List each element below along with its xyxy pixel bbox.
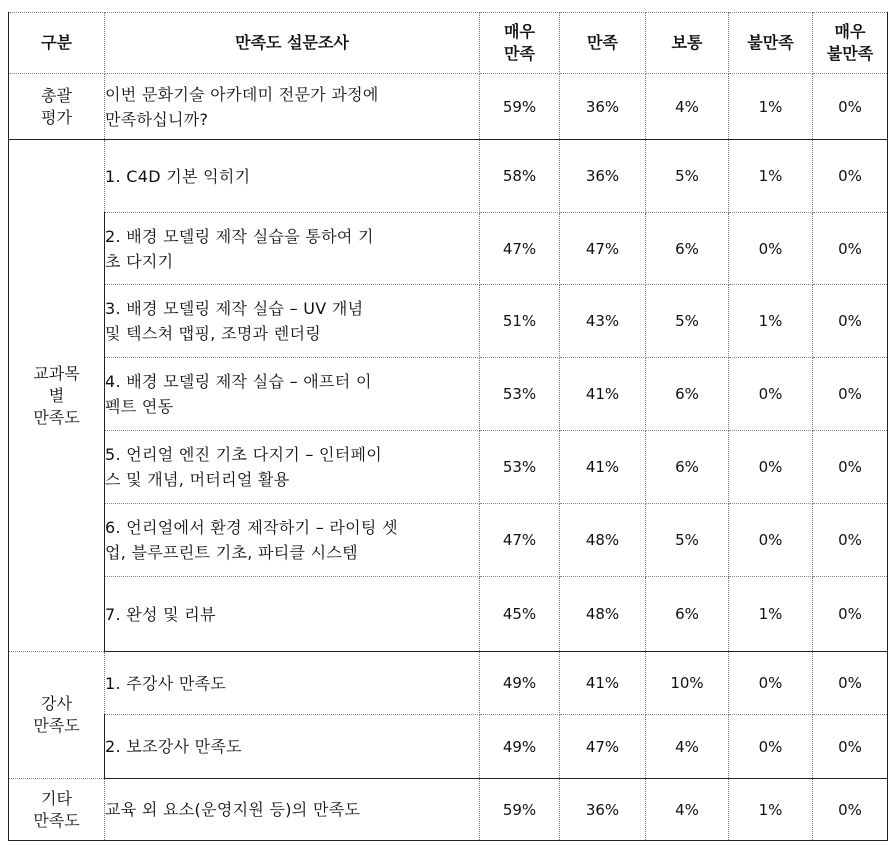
dissatisfied-percent-cell: 0% xyxy=(729,652,813,715)
question-text-line: 7. 완성 및 리뷰 xyxy=(105,604,216,624)
question-text-line: 펙트 연동 xyxy=(105,397,174,416)
neutral-percent-cell: 4% xyxy=(646,779,729,841)
neutral-percent-cell: 6% xyxy=(646,358,729,431)
table-row xyxy=(9,652,888,715)
header-very-dissatisfied xyxy=(813,13,888,74)
header-dissatisfied: 불만족 xyxy=(729,13,813,74)
category-cell xyxy=(9,140,105,652)
category-label-line: 만족도 xyxy=(33,407,80,427)
category-label-line: 만족도 xyxy=(33,716,80,735)
very-dissatisfied-percent-cell: 0% xyxy=(813,140,888,213)
category-cell xyxy=(9,74,105,140)
question-cell xyxy=(105,74,480,140)
satisfied-percent-cell: 41% xyxy=(560,652,646,715)
category-cell xyxy=(9,652,105,779)
table-row xyxy=(9,213,888,285)
question-cell xyxy=(105,504,480,577)
question-text-line: 5. 언리얼 엔진 기초 다지기 – 인터페이 xyxy=(105,445,383,464)
satisfied-percent-cell: 43% xyxy=(560,285,646,358)
table-body xyxy=(9,74,888,841)
very-satisfied-percent-cell: 45% xyxy=(480,577,560,652)
table-row xyxy=(9,504,888,577)
question-text-line: 초 다지기 xyxy=(105,251,174,271)
question-text-line: 업, 블루프린트 기초, 파티클 시스템 xyxy=(105,543,358,562)
neutral-percent-cell: 4% xyxy=(646,74,729,140)
header-very-dissatisfied-line: 불만족 xyxy=(826,44,874,63)
header-question: 만족도 설문조사 xyxy=(105,13,480,74)
question-text-line: 스 및 개념, 머터리얼 활용 xyxy=(105,470,290,489)
question-text-line: 3. 배경 모델링 제작 실습 – UV 개념 xyxy=(105,299,364,318)
neutral-percent-cell: 6% xyxy=(646,431,729,504)
very-dissatisfied-percent-cell: 0% xyxy=(813,74,888,140)
question-text-line: 이번 문화기술 아카데미 전문가 과정에 xyxy=(105,84,379,104)
very-satisfied-percent-cell: 59% xyxy=(480,74,560,140)
header-neutral: 보통 xyxy=(646,13,729,74)
question-text-line: 1. 주강사 만족도 xyxy=(105,673,227,693)
very-dissatisfied-percent-cell: 0% xyxy=(813,652,888,715)
dissatisfied-percent-cell: 1% xyxy=(729,577,813,652)
dissatisfied-percent-cell: 1% xyxy=(729,285,813,358)
neutral-percent-cell: 5% xyxy=(646,504,729,577)
question-text-line: 2. 배경 모델링 제작 실습을 통하여 기 xyxy=(105,226,374,246)
header-very-dissatisfied-line: 매우 xyxy=(834,22,866,41)
dissatisfied-percent-cell: 0% xyxy=(729,504,813,577)
category-label-line: 교과목 xyxy=(33,363,80,383)
very-dissatisfied-percent-cell: 0% xyxy=(813,431,888,504)
question-text-line: 만족하십니까? xyxy=(105,109,209,129)
dissatisfied-percent-cell: 0% xyxy=(729,431,813,504)
very-satisfied-percent-cell: 59% xyxy=(480,779,560,841)
table-row xyxy=(9,285,888,358)
question-text-line: 2. 보조강사 만족도 xyxy=(105,737,242,756)
table-row xyxy=(9,715,888,779)
table-row xyxy=(9,358,888,431)
satisfied-percent-cell: 36% xyxy=(560,779,646,841)
satisfaction-survey-table xyxy=(8,12,888,841)
header-category: 구분 xyxy=(9,13,105,74)
header-very-satisfied-line: 만족 xyxy=(504,44,535,63)
very-dissatisfied-percent-cell: 0% xyxy=(813,577,888,652)
question-cell xyxy=(105,213,480,285)
very-satisfied-percent-cell: 58% xyxy=(480,140,560,213)
very-dissatisfied-percent-cell: 0% xyxy=(813,358,888,431)
category-label-line: 별 xyxy=(48,385,65,405)
satisfied-percent-cell: 48% xyxy=(560,504,646,577)
satisfied-percent-cell: 41% xyxy=(560,431,646,504)
table-row xyxy=(9,431,888,504)
question-cell xyxy=(105,652,480,715)
question-text-line: 6. 언리얼에서 환경 제작하기 – 라이팅 셋 xyxy=(105,518,398,537)
dissatisfied-percent-cell: 0% xyxy=(729,213,813,285)
question-cell xyxy=(105,577,480,652)
neutral-percent-cell: 6% xyxy=(646,577,729,652)
category-label-line: 기타 xyxy=(41,788,72,808)
neutral-percent-cell: 4% xyxy=(646,715,729,779)
very-satisfied-percent-cell: 47% xyxy=(480,213,560,285)
dissatisfied-percent-cell: 0% xyxy=(729,715,813,779)
header-very-satisfied xyxy=(480,13,560,74)
header-satisfied: 만족 xyxy=(560,13,646,74)
very-satisfied-percent-cell: 47% xyxy=(480,504,560,577)
header-very-satisfied-line: 매우 xyxy=(504,22,535,41)
very-satisfied-percent-cell: 49% xyxy=(480,652,560,715)
very-dissatisfied-percent-cell: 0% xyxy=(813,715,888,779)
neutral-percent-cell: 6% xyxy=(646,213,729,285)
satisfied-percent-cell: 36% xyxy=(560,74,646,140)
category-label-line: 평가 xyxy=(41,107,72,127)
question-cell xyxy=(105,431,480,504)
very-dissatisfied-percent-cell: 0% xyxy=(813,779,888,841)
dissatisfied-percent-cell: 1% xyxy=(729,74,813,140)
very-dissatisfied-percent-cell: 0% xyxy=(813,504,888,577)
very-satisfied-percent-cell: 53% xyxy=(480,358,560,431)
question-text-line: 1. C4D 기본 익히기 xyxy=(105,166,251,186)
table-row xyxy=(9,577,888,652)
question-cell xyxy=(105,358,480,431)
satisfied-percent-cell: 36% xyxy=(560,140,646,213)
question-cell xyxy=(105,140,480,213)
very-dissatisfied-percent-cell: 0% xyxy=(813,285,888,358)
dissatisfied-percent-cell: 1% xyxy=(729,779,813,841)
table-row xyxy=(9,140,888,213)
table-row xyxy=(9,779,888,841)
satisfied-percent-cell: 48% xyxy=(560,577,646,652)
very-satisfied-percent-cell: 51% xyxy=(480,285,560,358)
very-satisfied-percent-cell: 53% xyxy=(480,431,560,504)
neutral-percent-cell: 10% xyxy=(646,652,729,715)
question-text-line: 및 텍스쳐 맵핑, 조명과 렌더링 xyxy=(105,324,322,343)
satisfied-percent-cell: 41% xyxy=(560,358,646,431)
category-cell xyxy=(9,779,105,841)
category-label-line: 만족도 xyxy=(33,810,80,830)
satisfied-percent-cell: 47% xyxy=(560,715,646,779)
dissatisfied-percent-cell: 0% xyxy=(729,358,813,431)
question-cell xyxy=(105,779,480,841)
very-satisfied-percent-cell: 49% xyxy=(480,715,560,779)
table-header-row xyxy=(9,13,888,74)
question-text-line: 교육 외 요소(운영지원 등)의 만족도 xyxy=(105,800,361,819)
neutral-percent-cell: 5% xyxy=(646,140,729,213)
category-label-line: 강사 xyxy=(41,694,72,713)
question-text-line: 4. 배경 모델링 제작 실습 – 애프터 이 xyxy=(105,372,372,391)
satisfied-percent-cell: 47% xyxy=(560,213,646,285)
very-dissatisfied-percent-cell: 0% xyxy=(813,213,888,285)
question-cell xyxy=(105,715,480,779)
neutral-percent-cell: 5% xyxy=(646,285,729,358)
dissatisfied-percent-cell: 1% xyxy=(729,140,813,213)
question-cell xyxy=(105,285,480,358)
category-label-line: 총괄 xyxy=(41,85,72,105)
table-row xyxy=(9,74,888,140)
